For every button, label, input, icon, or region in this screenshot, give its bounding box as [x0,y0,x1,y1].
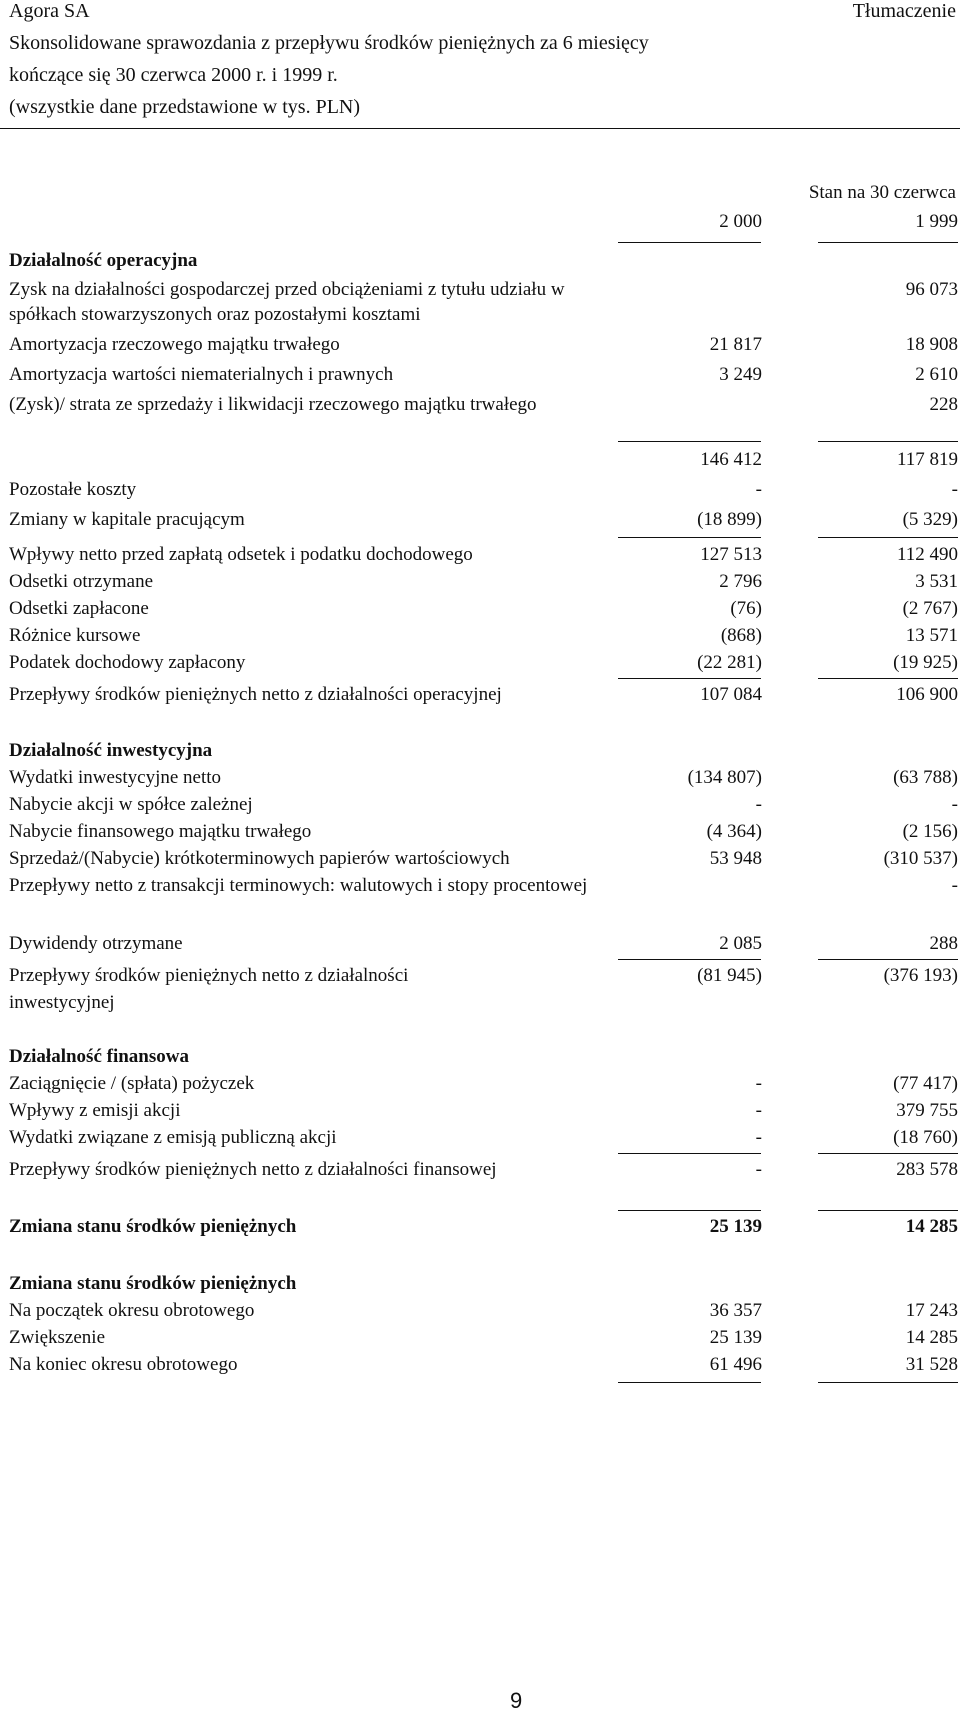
row-label: Pozostałe koszty [9,479,137,500]
subtotal-line-1 [618,959,761,960]
value-1999: (376 193) [883,965,958,986]
page-number: 9 [510,1688,523,1713]
column-underline-2 [818,242,958,243]
row-label: Wydatki inwestycyjne netto [9,767,222,788]
value-2000: - [755,794,762,815]
value-1999: (63 788) [893,767,958,788]
row-label: Zysk na działalności gospodarczej przed obciążeniami z tytułu udziału w [9,279,565,300]
column-underline-1 [618,242,761,243]
column-year-1999: 1 999 [915,211,958,232]
subtotal-line-1 [618,1153,761,1154]
subtotal-line-1 [618,678,761,679]
value-1999: (18 760) [893,1127,958,1148]
value-2000: 61 496 [709,1354,762,1375]
value-2000: (22 281) [697,652,762,673]
value-1999: (310 537) [883,848,958,869]
subtotal-line-2 [818,959,958,960]
total-2000: 25 139 [709,1216,762,1237]
row-label: Nabycie finansowego majątku trwałego [9,821,312,842]
row-label: Nabycie akcji w spółce zależnej [9,794,253,815]
row-label: Amortyzacja rzeczowego majątku trwałego [9,334,340,355]
value-1999: 112 490 [896,544,958,565]
company-name: Agora SA [9,0,90,22]
row-label: Na koniec okresu obrotowego [9,1354,238,1375]
value-2000: (76) [730,598,762,619]
value-1999: 96 073 [905,279,958,300]
value-2000: (18 899) [697,509,762,530]
column-group-label: Stan na 30 czerwca [808,182,956,203]
value-2000: 2 085 [719,933,762,954]
row-label: Amortyzacja wartości niematerialnych i prawnych [9,364,394,385]
row-label: Na początek okresu obrotowego [9,1300,255,1321]
row-label: Odsetki otrzymane [9,571,154,592]
value-2000: (81 945) [697,965,762,986]
value-1999: (2 767) [902,598,958,619]
row-label: Wpływy z emisji akcji [9,1100,181,1121]
row-label: Podatek dochodowy zapłacony [9,652,246,673]
value-2000: (4 364) [706,821,762,842]
subtotal-line-2 [818,537,958,538]
row-label: Odsetki zapłacone [9,598,149,619]
row-label: Wpływy netto przed zapłatą odsetek i podatku dochodowego [9,544,473,565]
value-1999: - [951,875,958,896]
value-1999: 283 578 [896,1159,958,1180]
row-label: Wydatki związane z emisją publiczną akcji [9,1127,337,1148]
section-heading-financing: Działalność finansowa [9,1046,189,1067]
row-label: Przepływy netto z transakcji terminowych: walutowych i stopy procentowej [9,875,588,896]
value-2000: 2 796 [719,571,762,592]
value-1999: 31 528 [905,1354,958,1375]
section-heading-operating: Działalność operacyjna [9,250,198,271]
value-1999: 288 [929,933,958,954]
header-divider [0,128,960,129]
value-2000: - [755,1159,762,1180]
row-label: Przepływy środków pieniężnych netto z działalności [9,965,409,986]
value-1999: 14 285 [905,1327,958,1348]
value-1999: (19 925) [893,652,958,673]
row-label: Zaciągnięcie / (spłata) pożyczek [9,1073,255,1094]
value-1999: 379 755 [896,1100,958,1121]
subtotal-line-2 [818,1153,958,1154]
value-1999: 18 908 [905,334,958,355]
value-1999: 3 531 [915,571,958,592]
row-label-total: Zmiana stanu środków pieniężnych [9,1216,297,1237]
value-2000: (868) [720,625,762,646]
subtotal-2000: 146 412 [700,449,762,470]
total-1999: 14 285 [905,1216,958,1237]
total-line-2 [818,1210,958,1211]
row-label: (Zysk)/ strata ze sprzedaży i likwidacji rzeczowego majątku trwałego [9,394,537,415]
value-1999: (5 329) [902,509,958,530]
subtotal-1999: 117 819 [896,449,958,470]
subtotal-line-2 [818,441,958,442]
value-2000: 127 513 [700,544,762,565]
column-year-2000: 2 000 [719,211,762,232]
row-label: Dywidendy otrzymane [9,933,183,954]
row-label: Zmiany w kapitale pracującym [9,509,245,530]
row-label: Zwiększenie [9,1327,106,1348]
value-2000: - [755,1100,762,1121]
value-1999: 13 571 [905,625,958,646]
subtotal-line-1 [618,441,761,442]
value-2000: 21 817 [709,334,762,355]
closing-line-1 [618,1382,761,1383]
translation-label: Tłumaczenie [852,0,956,22]
value-2000: - [755,1073,762,1094]
value-1999: (77 417) [893,1073,958,1094]
value-2000: - [755,479,762,500]
subtotal-line-1 [618,537,761,538]
value-2000: - [755,1127,762,1148]
value-2000: (134 807) [687,767,762,788]
report-title-line3: (wszystkie dane przedstawione w tys. PLN) [9,96,361,118]
row-label: Przepływy środków pieniężnych netto z działalności finansowej [9,1159,497,1180]
value-2000: 107 084 [700,684,762,705]
section-heading-cash: Zmiana stanu środków pieniężnych [9,1273,297,1294]
row-label: Przepływy środków pieniężnych netto z działalności operacyjnej [9,684,502,705]
value-1999: - [951,794,958,815]
value-1999: 228 [929,394,958,415]
row-label-continued: inwestycyjnej [9,992,115,1013]
closing-line-2 [818,1382,958,1383]
section-heading-investing: Działalność inwestycyjna [9,740,213,761]
value-2000: 36 357 [709,1300,762,1321]
value-1999: (2 156) [902,821,958,842]
report-title-line2: kończące się 30 czerwca 2000 r. i 1999 r. [9,64,338,86]
row-label: Sprzedaż/(Nabycie) krótkoterminowych papierów wartościowych [9,848,510,869]
value-1999: - [951,479,958,500]
subtotal-line-2 [818,678,958,679]
total-line-1 [618,1210,761,1211]
value-2000: 3 249 [719,364,762,385]
value-2000: 53 948 [709,848,762,869]
report-title-line1: Skonsolidowane sprawozdania z przepływu środków pieniężnych za 6 miesięcy [9,32,649,54]
value-2000: 25 139 [709,1327,762,1348]
value-1999: 106 900 [896,684,958,705]
row-label: Różnice kursowe [9,625,141,646]
value-1999: 17 243 [905,1300,958,1321]
row-label-continued: spółkach stowarzyszonych oraz pozostałymi kosztami [9,304,421,325]
value-1999: 2 610 [915,364,958,385]
